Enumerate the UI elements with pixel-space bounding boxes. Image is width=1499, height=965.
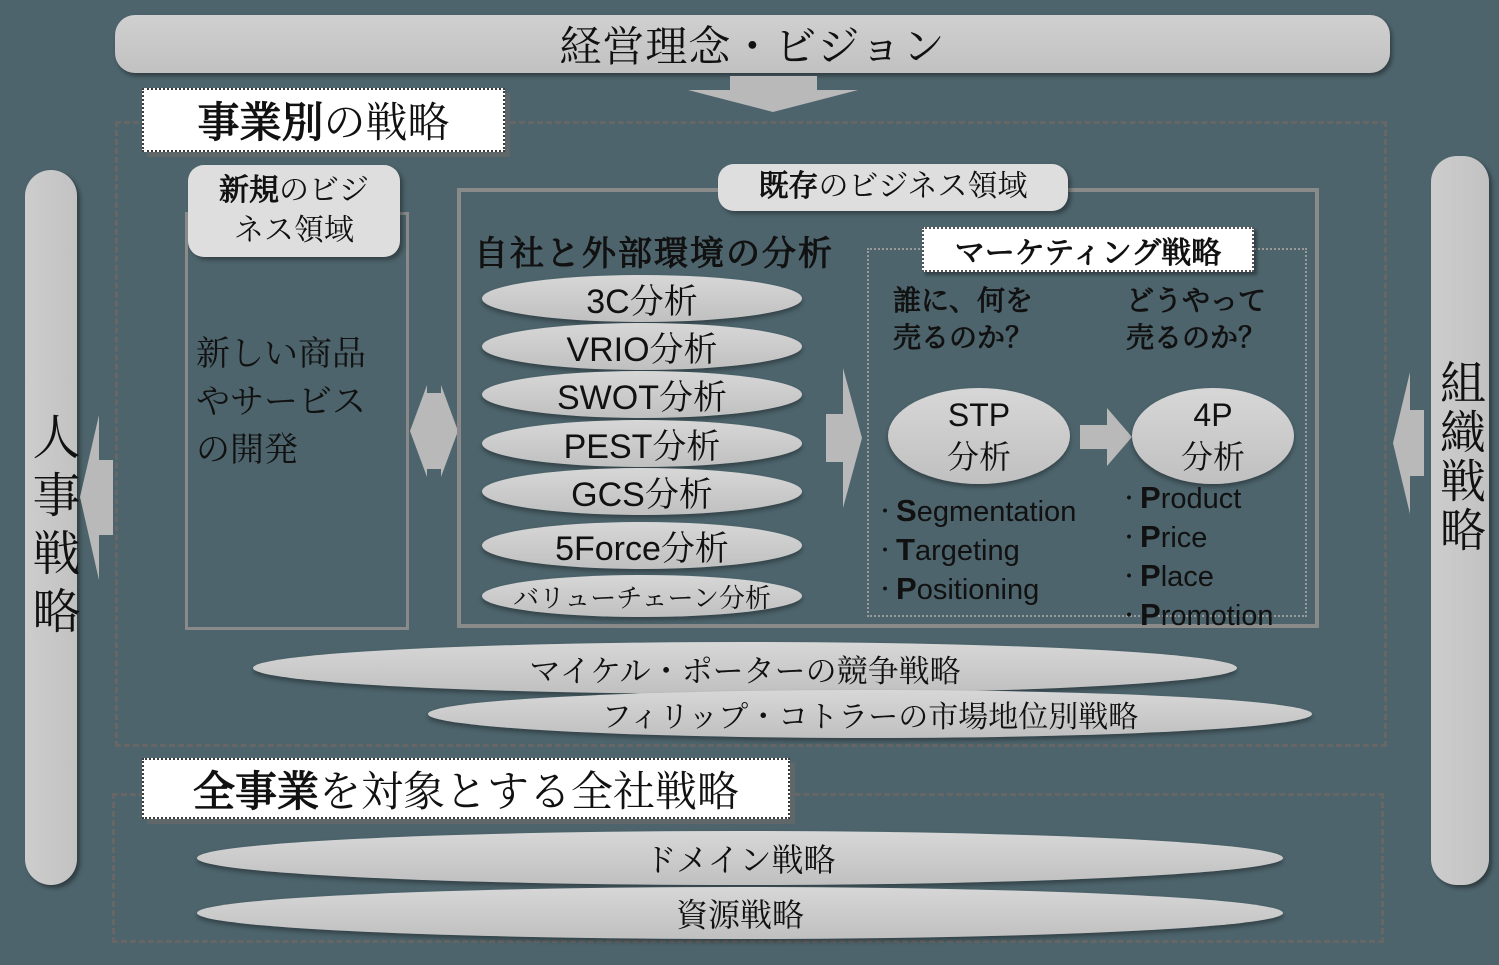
stp-items (874, 492, 1076, 609)
business-strategy-title (142, 88, 505, 152)
list-item: ・Positioning (874, 571, 1040, 606)
marketing-title: マーケティング戦略 (922, 227, 1254, 272)
kotler-strategy-ellipse: フィリップ・コトラーの市場地位別戦略 (428, 690, 1312, 738)
analysis-ellipse-gcs: GCS分析 (482, 468, 802, 515)
analysis-ellipse-pest: PEST分析 (482, 420, 802, 467)
domain-strategy-ellipse: ドメイン戦略 (197, 831, 1283, 885)
company-strategy-title-text: 全事業を対象とする全社戦略 (192, 767, 740, 815)
analysis-ellipse-valuechain: バリューチェーン分析 (482, 575, 802, 617)
analysis-ellipse-vrio: VRIO分析 (482, 323, 802, 370)
stp-ellipse: STP 分析 (888, 388, 1070, 484)
4p-question: どうやって 売るのか？ (1126, 285, 1267, 353)
double-arrow-icon (410, 382, 458, 480)
org-strategy-label: 組織戦略 (1434, 358, 1486, 555)
new-business-label: 新規のビジ ネス領域 (188, 165, 400, 257)
4p-items (1118, 479, 1274, 635)
analysis-to-marketing-arrow-icon (826, 368, 862, 508)
new-business-body: 新しい商品 やサービス の開発 (196, 335, 366, 469)
stp-question: 誰に、何を 売るのか？ (893, 285, 1034, 353)
hr-strategy-bar (25, 170, 77, 885)
4p-ellipse: 4P 分析 (1132, 388, 1294, 484)
list-item: ・Promotion (1118, 597, 1274, 632)
existing-business-label: 既存のビジネス領域 (718, 164, 1068, 211)
resource-strategy-ellipse: 資源戦略 (197, 887, 1283, 939)
org-strategy-bar (1431, 156, 1489, 885)
analysis-ellipse-swot: SWOT分析 (482, 371, 802, 418)
list-item: ・Product (1118, 480, 1242, 515)
list-item: ・Segmentation (874, 493, 1077, 528)
list-item: ・Place (1118, 558, 1214, 593)
down-arrow-icon (688, 76, 858, 112)
analysis-heading: 自社と外部環境の分析 (474, 235, 834, 273)
list-item: ・Price (1118, 519, 1208, 554)
list-item: ・Targeting (874, 532, 1020, 567)
vision-banner (115, 15, 1390, 73)
org-left-arrow-icon (1393, 372, 1424, 514)
company-strategy-title (142, 758, 790, 819)
hr-left-arrow-icon (80, 415, 113, 580)
business-strategy-title-text: 事業別の戦略 (197, 99, 450, 146)
analysis-ellipse-3c: 3C分析 (482, 275, 802, 322)
porter-strategy-ellipse: マイケル・ポーターの競争戦略 (253, 642, 1237, 694)
analysis-ellipse-5force: 5Force分析 (482, 522, 802, 569)
stp-to-4p-arrow-icon (1080, 408, 1132, 466)
hr-strategy-label: 人事戦略 (25, 411, 78, 644)
vision-banner-label: 経営理念・ビジョン (559, 23, 946, 70)
